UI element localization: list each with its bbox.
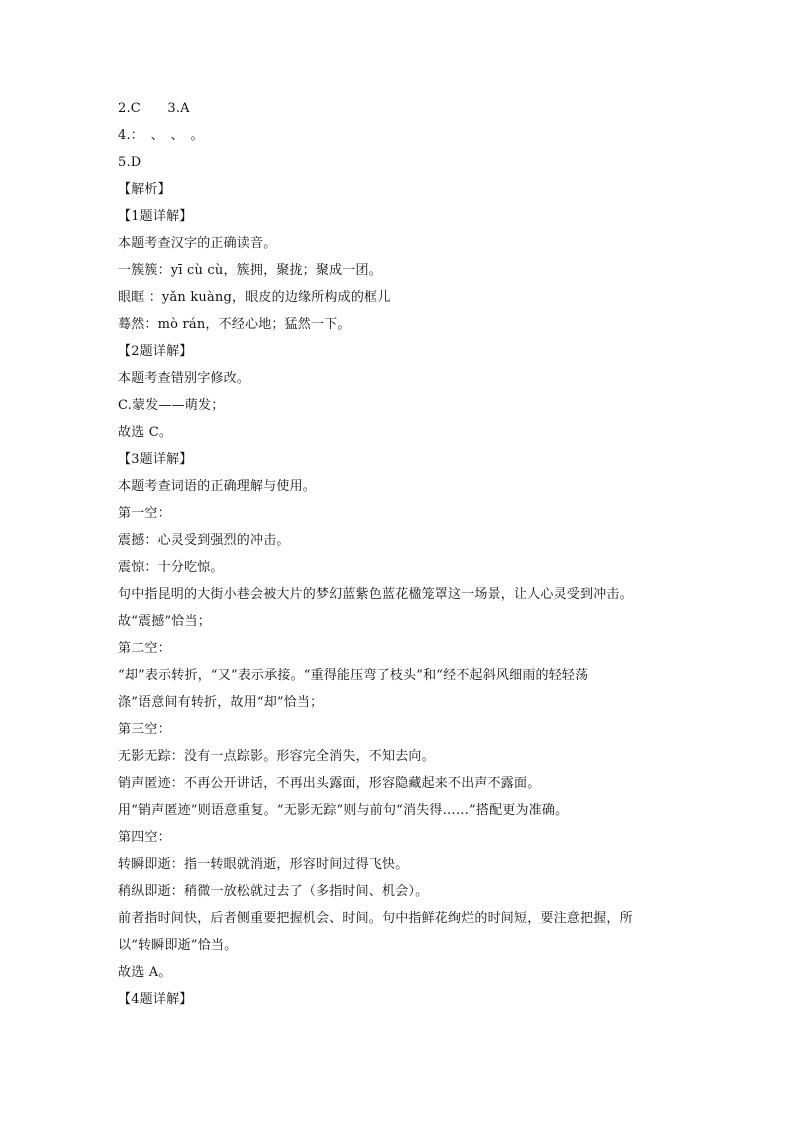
- q1-item-2: 眼眶 ：yǎn kuàng，眼皮的边缘所构成的框儿: [118, 290, 391, 305]
- q3-blank-2-explain-2: 涤”语意间有转折，故用“却”恰当；: [118, 695, 324, 710]
- q1-heading: 【1题详解】: [118, 209, 193, 224]
- q3-blank-3-label: 第三空：: [118, 722, 171, 737]
- q3-heading: 【3题详解】: [118, 452, 193, 467]
- q3-blank-1-label: 第一空：: [118, 506, 171, 521]
- q2-answer: 故选 C。: [118, 425, 173, 440]
- q3-blank-3-def-2: 销声匿迹：不再公开讲话，不再出头露面，形容隐藏起来不出声不露面。: [118, 776, 541, 791]
- answer-line-2-3: 2.C 3.A: [118, 101, 190, 116]
- q3-blank-4-label: 第四空：: [118, 830, 171, 845]
- q3-blank-3-explain: 用“销声匿迹”则语意重复。“无影无踪”则与前句“消失得……”搭配更为准确。: [118, 803, 569, 818]
- q2-heading: 【2题详解】: [118, 344, 193, 359]
- q3-blank-4-def-1: 转瞬即逝：指一转眼就消逝，形容时间过得飞快。: [118, 857, 409, 872]
- analysis-heading: 【解析】: [118, 182, 171, 197]
- q3-answer: 故选 A。: [118, 965, 172, 980]
- answer-line-4: 4.： 、 、 。: [118, 128, 204, 143]
- q3-blank-2-explain-1: “却”表示转折，“又”表示承接。“重得能压弯了枝头”和“经不起斜风细雨的轻轻荡: [118, 668, 589, 683]
- q3-blank-1-explain: 句中指昆明的大街小巷会被大片的梦幻蓝紫色蓝花楹笼罩这一场景，让人心灵受到冲击。: [118, 587, 633, 602]
- answer-line-5: 5.D: [118, 155, 142, 170]
- q3-blank-1-def-1: 震撼：心灵受到强烈的冲击。: [118, 533, 290, 548]
- q3-blank-4-def-2: 稍纵即逝：稍微一放松就过去了（多指时间、机会）。: [118, 884, 429, 899]
- q3-blank-4-explain-2: 以“转瞬即逝”恰当。: [118, 938, 238, 953]
- q1-item-3: 蓦然：mò rán，不经心地；猛然一下。: [118, 317, 351, 332]
- q3-blank-2-label: 第二空：: [118, 641, 171, 656]
- q2-item-1: C.蒙发——萌发；: [118, 398, 225, 413]
- q3-intro: 本题考查词语的正确理解与使用。: [118, 479, 317, 494]
- q1-item-1: 一簇簇：yī cù cù，簇拥，聚拢；聚成一团。: [118, 263, 382, 278]
- q3-blank-1-conclusion: 故“震撼”恰当；: [118, 614, 211, 629]
- document-page: [118, 95, 674, 1013]
- q3-blank-1-def-2: 震惊：十分吃惊。: [118, 560, 224, 575]
- q3-blank-4-explain-1: 前者指时间快，后者侧重要把握机会、时间。句中指鲜花绚烂的时间短，要注意把握，所: [118, 911, 633, 926]
- q3-blank-3-def-1: 无影无踪：没有一点踪影。形容完全消失，不知去向。: [118, 749, 435, 764]
- q1-intro: 本题考查汉字的正确读音。: [118, 236, 277, 251]
- q2-intro: 本题考查错别字修改。: [118, 371, 251, 386]
- q4-heading: 【4题详解】: [118, 992, 193, 1007]
